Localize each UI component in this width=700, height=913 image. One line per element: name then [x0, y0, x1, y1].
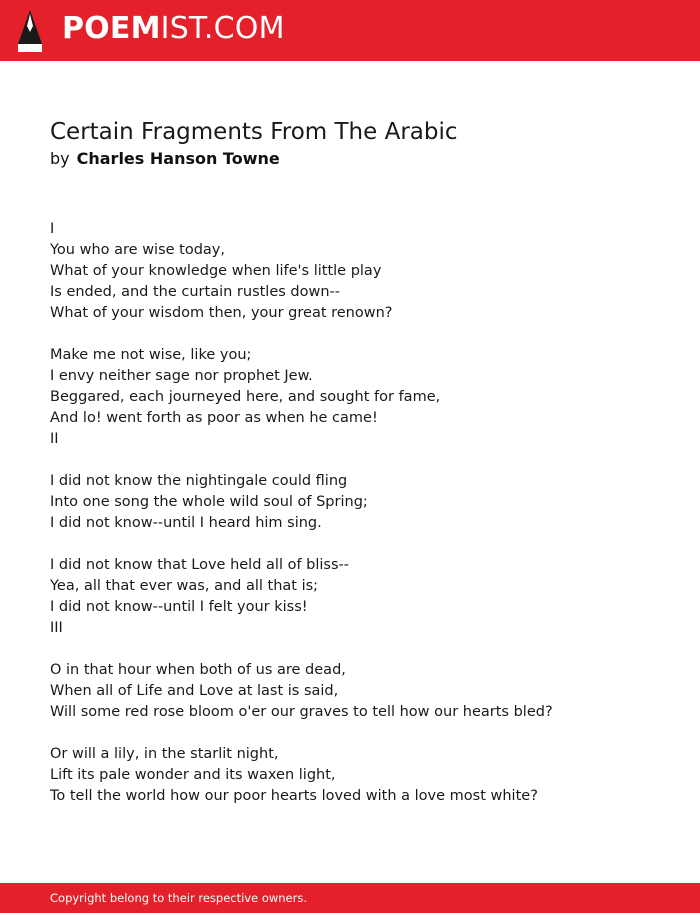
poem-line: I	[50, 221, 55, 237]
stanza-break	[50, 450, 670, 471]
site-footer	[0, 883, 700, 913]
stanza-break	[50, 639, 670, 660]
poem-line: I did not know the nightingale could fling	[50, 473, 348, 489]
stanza-break	[50, 723, 670, 744]
poem-line: What of your knowledge when life's little play	[50, 263, 382, 279]
copyright-text: Copyright belong to their respective owners.	[50, 891, 308, 905]
stanza-break	[50, 534, 670, 555]
poem-line: Beggared, each journeyed here, and sought for fame,	[50, 389, 441, 405]
poem-line: When all of Life and Love at last is said,	[50, 683, 339, 699]
poem-line: You who are wise today,	[50, 242, 225, 258]
poem-line: II	[50, 431, 59, 447]
poem-line: To tell the world how our poor hearts loved with a love most white?	[50, 788, 538, 804]
poem-title: Certain Fragments From The Arabic	[50, 119, 458, 145]
poem-line: III	[50, 620, 63, 636]
poem-line: I did not know that Love held all of bliss--	[50, 557, 349, 573]
poem-body	[50, 219, 670, 807]
poem-line: Make me not wise, like you;	[50, 347, 252, 363]
poem-line: I did not know--until I felt your kiss!	[50, 599, 308, 615]
pen-nib-icon	[18, 10, 42, 52]
site-header	[0, 0, 700, 61]
logo-bold-text: POEM	[62, 11, 161, 46]
by-label: by	[50, 149, 70, 168]
poem-line: O in that hour when both of us are dead,	[50, 662, 346, 678]
byline	[50, 148, 280, 170]
poem-line: I envy neither sage nor prophet Jew.	[50, 368, 313, 384]
poem-line: Lift its pale wonder and its waxen light,	[50, 767, 336, 783]
site-logo-link[interactable]	[62, 11, 285, 47]
stanza-break	[50, 324, 670, 345]
poem-line: Yea, all that ever was, and all that is;	[50, 578, 319, 594]
poem-line: What of your wisdom then, your great renown?	[50, 305, 393, 321]
logo-rest-text: IST.COM	[160, 11, 285, 46]
poem-line: I did not know--until I heard him sing.	[50, 515, 322, 531]
author-name: Charles Hanson Towne	[76, 149, 280, 168]
poem-line: Will some red rose bloom o'er our graves to tell how our hearts bled?	[50, 704, 553, 720]
poem-line: Into one song the whole wild soul of Spring;	[50, 494, 368, 510]
poem-line: And lo! went forth as poor as when he came!	[50, 410, 378, 426]
poem-line: Is ended, and the curtain rustles down--	[50, 284, 341, 300]
poem-line: Or will a lily, in the starlit night,	[50, 746, 279, 762]
